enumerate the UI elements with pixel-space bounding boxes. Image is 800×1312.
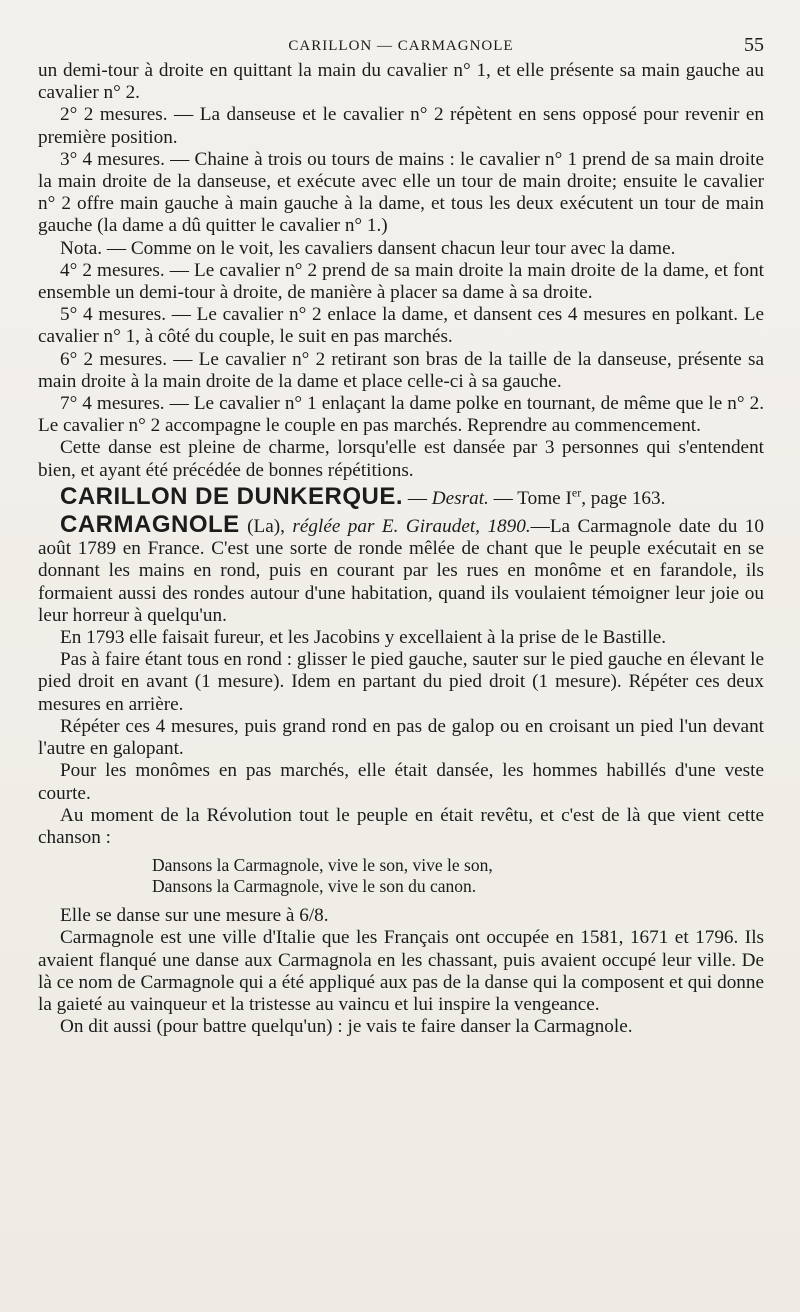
entry-dash: — — [403, 487, 432, 509]
paragraph: 7° 4 mesures. — Le cavalier n° 1 enlaçant la dame polke en tournant, de même que le n° 2. Le cavalier n° 2 accompagne le couple en pas marchés. Reprendre au commencement. — [38, 393, 764, 437]
page-header — [38, 30, 764, 60]
entry-heading: CARILLON DE DUNKERQUE. — [60, 482, 404, 510]
paragraph: 2° 2 mesures. — La danseuse et le cavalier n° 2 répètent en sens opposé pour revenir en première position. — [38, 104, 764, 148]
entry-author: Desrat. — [431, 487, 489, 509]
song-verse — [152, 855, 764, 897]
paragraph: 5° 4 mesures. — Le cavalier n° 2 enlace la dame, et dansent ces 4 mesures en polkant. Le cavalier n° 1, à côté du couple, le suit en pas marchés. — [38, 304, 764, 348]
entry-article: (La), — [239, 516, 293, 538]
paragraph: Répéter ces 4 mesures, puis grand rond en pas de galop ou en croisant un pied l'un devant l'autre en galopant. — [38, 715, 764, 760]
entry-carmagnole — [38, 511, 764, 627]
paragraph: Carmagnole est une ville d'Italie que les Français ont occupée en 1581, 1671 et 1796. Ils avaient flanqué une danse aux Carmagnola en les chassant, puis avaient occupé leur ville. De là ce nom de Carmagnole qui a été appliqué aux pas de la danse qui la composent et qui donne la gaieté au vainqueur et la tristesse au vaincu et lui inspire la vengeance. — [38, 927, 764, 1015]
paragraph: Nota. — Comme on le voit, les cavaliers dansent chacun leur tour avec la dame. — [60, 237, 676, 259]
paragraph: Pas à faire étant tous en rond : glisser le pied gauche, sauter sur le pied gauche en élevant le pied droit en avant (1 mesure). Idem en partant du pied droit (1 mesure). Répéter ces deux mesures en arrière. — [38, 649, 764, 715]
entry-reference-page: , page 163. — [581, 487, 666, 509]
paragraph: Pour les monômes en pas marchés, elle était dansée, les hommes habillés d'une veste courte. — [38, 760, 764, 804]
verse-line: Dansons la Carmagnole, vive le son du canon. — [152, 876, 477, 897]
paragraph: Cette danse est pleine de charme, lorsqu'elle est dansée par 3 personnes qui s'entendent bien, et ayant été précédée de bonnes répétitions. — [38, 437, 764, 481]
entry-attribution: réglée par E. Giraudet, 1890. — [292, 516, 531, 538]
entry-heading: CARMAGNOLE — [60, 511, 240, 539]
entry-carillon — [38, 482, 764, 510]
paragraph: 6° 2 mesures. — Le cavalier n° 2 retirant son bras de la taille de la danseuse, présente sa main droite à la main droite de la dame et place celle-ci à sa gauche. — [38, 348, 764, 392]
verse-line: Dansons la Carmagnole, vive le son, vive le son, — [152, 855, 493, 876]
running-head: CARILLON — CARMAGNOLE — [288, 38, 514, 54]
paragraph: un demi-tour à droite en quittant la main du cavalier n° 1, et elle présente sa main gauche au cavalier n° 2. — [38, 60, 764, 104]
page-number: 55 — [744, 34, 764, 56]
paragraph: En 1793 elle faisait fureur, et les Jacobins y excellaient à la prise de le Bastille. — [60, 627, 667, 649]
paragraph: On dit aussi (pour battre quelqu'un) : je vais te faire danser la Carmagnole. — [60, 1016, 633, 1038]
page-body — [38, 60, 764, 1038]
entry-intro: —La Carmagnole date du 10 août 1789 en France. C'est une sorte de ronde mêlée de chant que le peuple exécutait en se donnant les mains en rond, puis en courant par les rues en monôme et en farandole, ils formaient aussi des rondes autour d'une habitation, quand ils voulaient témoigner leur joie ou leur horreur à quelqu'un. — [38, 516, 764, 626]
paragraph: Au moment de la Révolution tout le peuple en était revêtu, et c'est de là que vient cette chanson : — [38, 804, 764, 848]
entry-reference: — Tome I — [488, 487, 572, 509]
paragraph: 4° 2 mesures. — Le cavalier n° 2 prend de sa main droite la main droite de la dame, et font ensemble un demi-tour à droite, de manière à placer sa dame à sa droite. — [38, 259, 764, 304]
paragraph: 3° 4 mesures. — Chaine à trois ou tours de mains : le cavalier n° 1 prend de sa main droite la main droite de la danseuse, et exécute avec elle un tour de main droite; ensuite le cavalier n° 2 offre main gauche à main gauche à la dame, et tous les deux exécutent un tour de main gauche (la dame a dû quitter le cavalier n° 1.) — [38, 148, 764, 237]
entry-reference-sup: er — [571, 485, 582, 500]
paragraph: Elle se danse sur une mesure à 6/8. — [60, 905, 329, 927]
